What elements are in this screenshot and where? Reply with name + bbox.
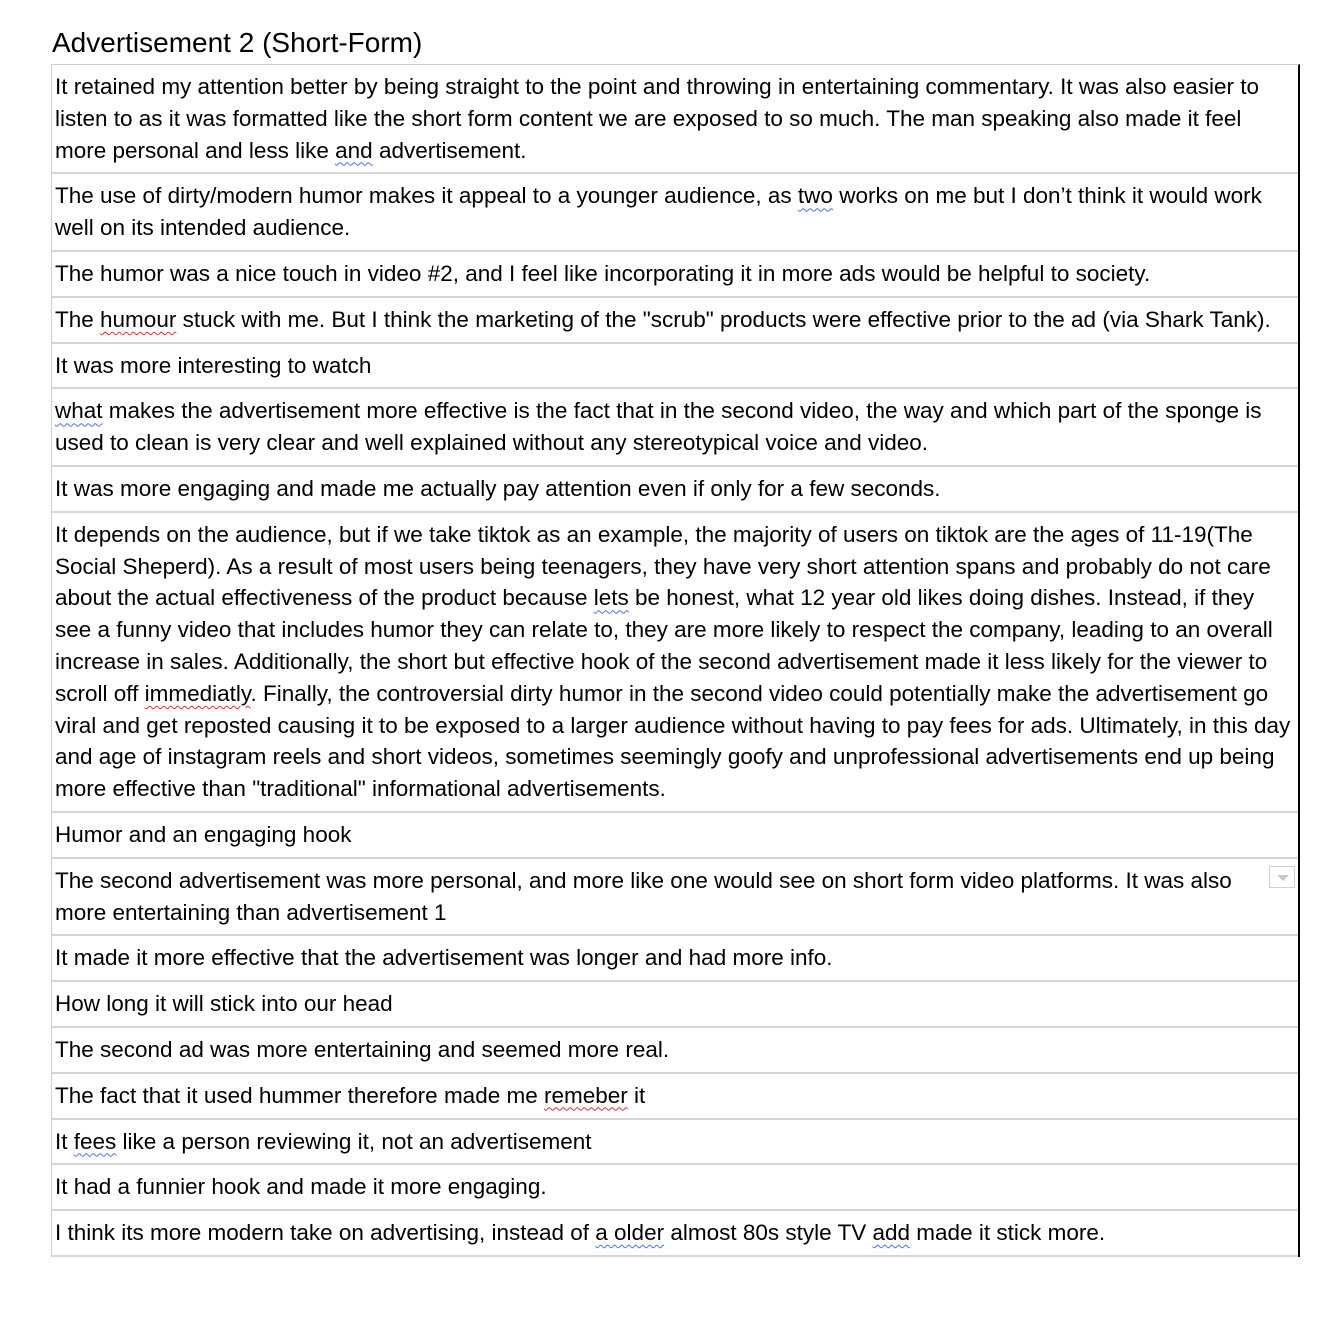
table-row[interactable] [52, 813, 1298, 859]
cell-text [55, 473, 1296, 505]
text-run: stuck with me. But I think the marketing of the "scrub" products were effective prior to the ad (via Shark Tank). [176, 306, 1271, 332]
table-row[interactable] [52, 174, 1298, 252]
table-row[interactable] [52, 467, 1298, 513]
table-row[interactable] [52, 252, 1298, 298]
text-run: The fact that it used hummer therefore made me [55, 1082, 544, 1108]
text-run: It depends on the audience, but if we take tiktok as an example, the majority of users on tiktok are the ages of 11-19(The Social Sheperd). As a result of most users being teenagers, they have very short attention spans and probably do not care about the actual effectiveness of the product because [55, 521, 1271, 611]
cell-text [55, 942, 1296, 974]
table-row[interactable] [52, 298, 1298, 344]
cell-text [55, 1034, 1296, 1066]
cell-text [55, 819, 1296, 851]
text-run: it [627, 1082, 646, 1108]
cell-text [55, 1171, 1296, 1203]
table-row[interactable] [52, 1165, 1298, 1211]
cell-text [55, 71, 1296, 166]
response-table [51, 64, 1300, 1257]
chevron-down-icon [1277, 875, 1289, 881]
text-run: It had a funnier hook and made it more engaging. [55, 1174, 547, 1200]
text-run: It retained my attention better by being straight to the point and throwing in entertaining commentary. It was also easier to listen to as it was formatted like the short form content we are exposed to so much. The man speaking also made it feel more personal and less like [55, 74, 1260, 163]
cell-text [55, 1217, 1296, 1249]
text-run: It [55, 1128, 74, 1154]
spelling-error-word: humour [100, 306, 177, 332]
table-row[interactable] [52, 982, 1298, 1028]
cell-text [55, 304, 1296, 336]
spelling-error-word: immediatly [144, 680, 251, 706]
grammar-suggestion-word: what [55, 398, 103, 424]
text-run: makes the advertisement more effective is the fact that in the second video, the way and which part of the sponge is used to clean is very clear and well explained without any stereotypical voice and video. [55, 398, 1262, 456]
cell-text [55, 258, 1296, 290]
text-run: The [55, 306, 101, 332]
cell-text [55, 180, 1296, 244]
grammar-suggestion-word: lets [593, 585, 629, 611]
table-row[interactable] [52, 859, 1298, 937]
text-run: . Finally, the controversial dirty humor in the second video could potentially make the advertisement go viral and get reposted causing it to be exposed to a larger audience without having to pay fees for ads. Ultimately, in this day and age of instagram reels and short videos, sometimes seemingly goofy and unprofessional advertisements end up being more effective than "traditional" informational advertisements. [55, 680, 1291, 802]
text-run: The second ad was more entertaining and seemed more real. [55, 1036, 670, 1062]
text-run: advertisement. [372, 137, 527, 163]
text-run: like a person reviewing it, not an advertisement [116, 1128, 592, 1154]
cell-text [55, 988, 1296, 1020]
table-row[interactable] [52, 1120, 1298, 1166]
text-run: How long it will stick into our head [55, 991, 393, 1017]
text-run: It made it more effective that the advertisement was longer and had more info. [55, 945, 833, 971]
grammar-suggestion-word: a older [595, 1220, 665, 1246]
table-row[interactable] [52, 344, 1298, 390]
sheet-title: Advertisement 2 (Short-Form) [52, 27, 423, 58]
text-run: Humor and an engaging hook [55, 821, 352, 847]
table-row[interactable] [52, 1028, 1298, 1074]
text-run: be honest, what 12 year old likes doing dishes. Instead, if they see a funny video that includes humor they can relate to, they are more likely to respect the company, leading to an overall increase in sales. Additionally, the short but effective hook of the second advertisement made it less likely for the viewer to scroll off [55, 585, 1273, 706]
cell-text [55, 350, 1296, 382]
cell-dropdown-button[interactable] [1269, 866, 1295, 888]
grammar-suggestion-word: add [872, 1220, 911, 1246]
table-row[interactable] [52, 1074, 1298, 1120]
table-row[interactable] [52, 389, 1298, 467]
table-row[interactable] [52, 513, 1298, 813]
cell-text [55, 395, 1296, 459]
cell-text [55, 1126, 1296, 1158]
grammar-suggestion-word: and [335, 137, 373, 163]
text-run: It was more interesting to watch [55, 352, 372, 378]
text-run: It was more engaging and made me actually pay attention even if only for a few seconds. [55, 475, 941, 501]
text-run: made it stick more. [910, 1220, 1106, 1246]
text-run: The use of dirty/modern humor makes it appeal to a younger audience, as [55, 183, 798, 209]
table-row[interactable] [52, 65, 1298, 174]
text-run: I think its more modern take on advertising, instead of [55, 1220, 596, 1246]
cell-text [55, 865, 1264, 929]
text-run: almost 80s style TV [664, 1220, 873, 1246]
table-row[interactable] [52, 1211, 1298, 1257]
spelling-error-word: remeber [543, 1082, 628, 1108]
text-run: works on me but I don’t think it would work well on its intended audience. [55, 183, 1262, 241]
grammar-suggestion-word: two [797, 183, 833, 209]
text-run: The humor was a nice touch in video #2, and I feel like incorporating it in more ads would be helpful to society. [55, 260, 1151, 286]
cell-text [55, 519, 1296, 805]
grammar-suggestion-word: fees [73, 1128, 117, 1154]
cell-text [55, 1080, 1296, 1112]
table-row[interactable] [52, 936, 1298, 982]
text-run: The second advertisement was more personal, and more like one would see on short form video platforms. It was also more entertaining than advertisement 1 [55, 867, 1232, 925]
